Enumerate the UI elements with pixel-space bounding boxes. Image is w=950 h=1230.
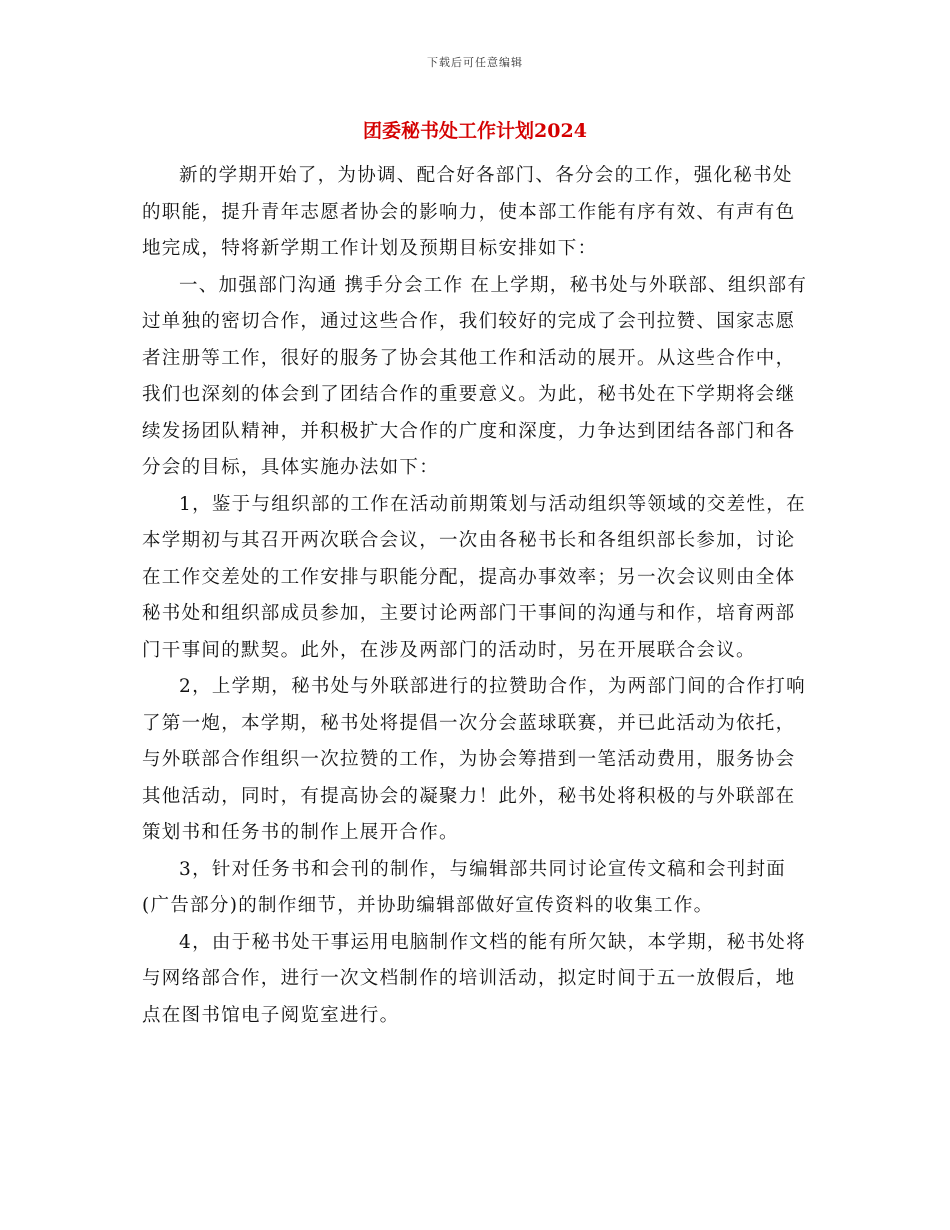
paragraph-item-3: 3，针对任务书和会刊的制作，与编辑部共同讨论宣传文稿和会刊封面(广告部分)的制作细节，并协助编辑部做好宣传资料的收集工作。 (142, 858, 787, 916)
paragraph-intro: 新的学期开始了，为协调、配合好各部门、各分会的工作，强化秘书处的职能，提升青年志愿者协会的影响力，使本部工作能有序有效、有声有色地完成，特将新学期工作计划及预期目标安排如下： (142, 165, 796, 259)
paragraph-item-1: 1，鉴于与组织部的工作在活动前期策划与活动组织等领域的交差性，在本学期初与其召开两次联合会议，一次由各秘书长和各组织部长参加，讨论在工作交差处的工作安排与职能分配，提高办事效率；另一次会议则由全体秘书处和组织部成员参加，主要讨论两部门干事间的沟通与和作，培育两部门干事间的默契。此外，在涉及两部门的活动时，另在开展联合会议。 (142, 493, 806, 661)
paragraph-item-4: 4，由于秘书处干事运用电脑制作文档的能有所欠缺，本学期，秘书处将与网络部合作，进行一次文档制作的培训活动，拟定时间于五一放假后，地点在图书馆电子阅览室进行。 (142, 931, 806, 1026)
document-body (142, 158, 810, 1034)
paragraph-item-2: 2，上学期，秘书处与外联部进行的拉赞助合作，为两部门间的合作打响了第一炮，本学期，秘书处将提倡一次分会蓝球联赛，并已此活动为依托，与外联部合作组织一次拉赞的工作，为协会筹措到一笔活动费用，服务协会其他活动，同时，有提高协会的凝聚力！此外，秘书处将积极的与外联部在策划书和任务书的制作上展开合作。 (142, 676, 806, 843)
paragraph-section-one: 一、加强部门沟通 携手分会工作 在上学期，秘书处与外联部、组织部有过单独的密切合作，通过这些合作，我们较好的完成了会刊拉赞、国家志愿者注册等工作，很好的服务了协会其他工作和活动的展开。从这些合作中，我们也深刻的体会到了团结合作的重要意义。为此，秘书处在下学期将会继续发扬团队精神，并积极扩大合作的广度和深度，力争达到团结各部门和各分会的目标，具体实施办法如下： (142, 274, 808, 478)
page-header: 下载后可任意编辑 (427, 56, 523, 69)
document-title: 团委秘书处工作计划2024 (363, 120, 587, 142)
